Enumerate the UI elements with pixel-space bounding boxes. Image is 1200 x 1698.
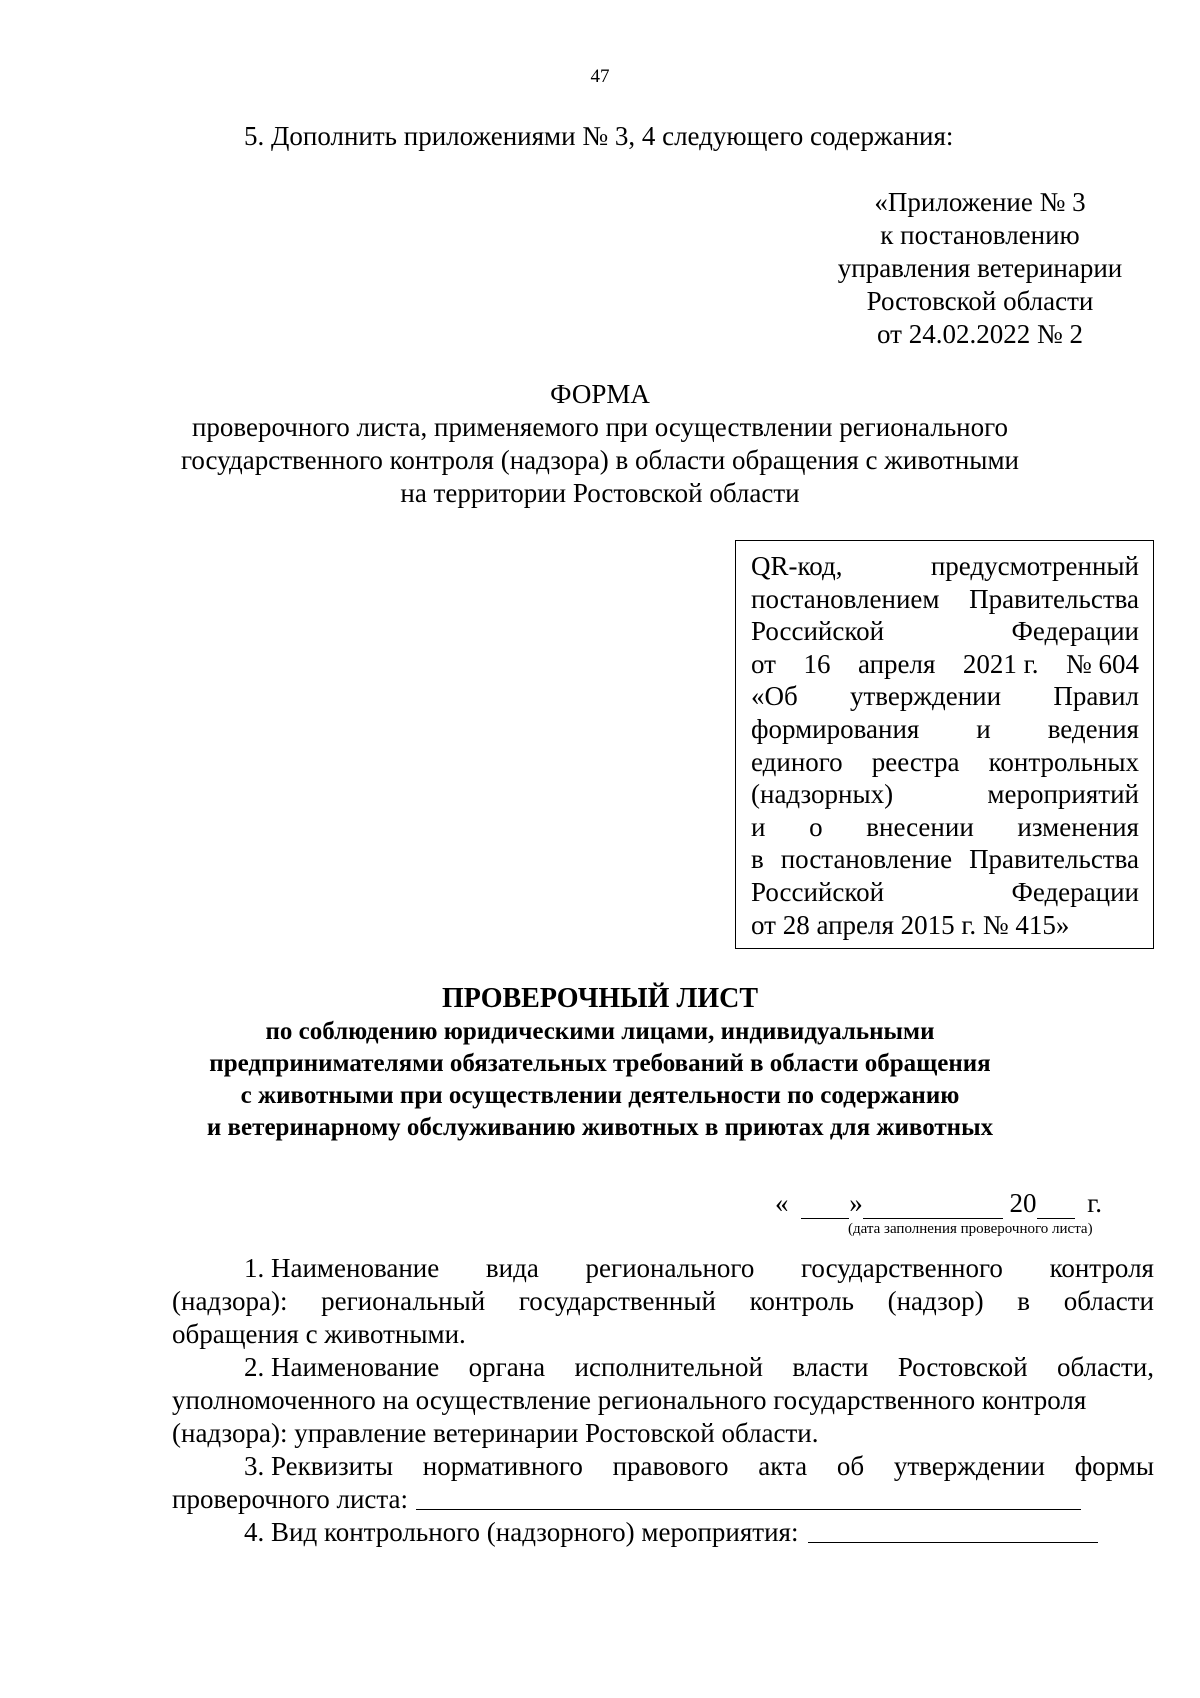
word: в [751, 844, 764, 875]
word: вида [485, 1253, 539, 1283]
word: (надзора): [172, 1286, 288, 1316]
checklist-title-line: по соблюдению юридическими лицами, индивидуальными [265, 1018, 935, 1045]
qr-note-line [751, 746, 1139, 779]
year-prefix: 20 [1009, 1188, 1037, 1218]
word: контроля [1049, 1253, 1154, 1283]
date-caption: (дата заполнения проверочного листа) [848, 1221, 1093, 1237]
item-4-blank[interactable] [808, 1516, 1098, 1543]
qr-note-line [751, 583, 1139, 616]
item-1 [172, 1252, 1154, 1351]
form-heading-line: на территории Ростовской области [400, 478, 800, 508]
word: 16 [803, 648, 831, 679]
word: постановление [780, 844, 953, 875]
checklist-title-line: с животными при осуществлении деятельности по содержанию [240, 1082, 960, 1109]
appendix-line: «Приложение № 3 [874, 187, 1086, 217]
item-4 [172, 1516, 1154, 1549]
word: акта [758, 1451, 808, 1481]
word: государственный [518, 1286, 716, 1316]
form-heading [0, 378, 1200, 510]
day-blank[interactable] [801, 1192, 849, 1219]
year-blank[interactable] [1037, 1192, 1075, 1219]
word: регионального [585, 1253, 755, 1283]
word: Правительства [969, 583, 1139, 614]
word: постановлением [751, 583, 940, 614]
word: утверждении [849, 681, 1002, 712]
word: апреля [857, 648, 936, 679]
checklist-title-line: предпринимателями обязательных требований в области обращения [209, 1050, 991, 1077]
word: Правительства [969, 844, 1139, 875]
word: нормативного [422, 1451, 583, 1481]
word: 3. Реквизиты [244, 1451, 394, 1481]
word: об [836, 1451, 865, 1481]
item-4-label: 4. Вид контрольного (надзорного) мероприятия: [244, 1517, 799, 1547]
item-2 [172, 1351, 1154, 1450]
word: области [1063, 1286, 1154, 1316]
item-3 [172, 1450, 1154, 1516]
word: контрольных [988, 746, 1139, 777]
appendix-line: управления ветеринарии [837, 253, 1123, 283]
word: власти [792, 1352, 869, 1382]
word: внесении [866, 811, 974, 842]
qr-note-line [751, 778, 1139, 811]
qr-note-line: от 28 апреля 2015 г. № 415» [751, 909, 1070, 940]
word: «Об [751, 681, 798, 712]
appendix-line: Ростовской области [866, 286, 1094, 316]
item-2-line: уполномоченного на осуществление регионального государственного контроля [172, 1385, 1087, 1415]
item-3-blank[interactable] [416, 1483, 1081, 1510]
word: Ростовской [897, 1352, 1028, 1382]
word: области, [1056, 1352, 1154, 1382]
word: правового [612, 1451, 729, 1481]
item-3-label: проверочного листа: [172, 1484, 409, 1514]
word: мероприятий [987, 779, 1139, 810]
item-2-line [172, 1351, 1154, 1384]
item-1-line: обращения с животными. [172, 1319, 466, 1349]
word: предусмотренный [930, 551, 1139, 581]
month-blank[interactable] [863, 1192, 1003, 1219]
date-close-quote: » [849, 1188, 863, 1218]
date-open-quote: « [775, 1188, 789, 1218]
word: органа [468, 1352, 546, 1382]
word: Российской [751, 876, 885, 907]
word: ведения [1047, 713, 1139, 744]
word: 2. Наименование [244, 1352, 440, 1382]
word: (надзорных) [751, 779, 894, 810]
item-2-line: (надзора): управление ветеринарии Ростовской области. [172, 1418, 819, 1448]
form-heading-line: проверочного листа, применяемого при осуществлении регионального [191, 412, 1009, 442]
word: государственного [801, 1253, 1003, 1283]
word: и [976, 713, 991, 744]
word: QR-код, [751, 551, 843, 581]
word: 1. Наименование [244, 1253, 440, 1283]
qr-code-box [735, 540, 1154, 949]
item-1-line [172, 1285, 1154, 1318]
word: Федерации [1011, 876, 1139, 907]
qr-note-line [751, 550, 1139, 583]
item-1-line [172, 1252, 1154, 1285]
item-5-text: 5. Дополнить приложениями № 3, 4 следующего содержания: [244, 121, 954, 151]
word: о [809, 811, 823, 842]
item-3-line [172, 1483, 1154, 1516]
page-number: 47 [590, 66, 610, 87]
qr-code-note [751, 550, 1139, 941]
word: исполнительной [574, 1352, 763, 1382]
qr-note-line [751, 713, 1139, 746]
word: изменения [1017, 811, 1139, 842]
appendix-line: от 24.02.2022 № 2 [877, 319, 1083, 349]
checklist-title-main: ПРОВЕРОЧНЫЙ ЛИСТ [441, 983, 758, 1014]
word: в [1017, 1286, 1031, 1316]
qr-note-line [751, 680, 1139, 713]
word: № 604 [1065, 648, 1139, 679]
qr-note-line [751, 843, 1139, 876]
checklist-title-line: и ветеринарному обслуживанию животных в приютах для животных [206, 1114, 994, 1141]
word: и [751, 811, 766, 842]
word: 2021 г. [962, 648, 1039, 679]
form-heading-line: государственного контроля (надзора) в области обращения с животными [180, 445, 1019, 475]
qr-note-line [751, 811, 1139, 844]
qr-note-line [751, 615, 1139, 648]
qr-note-line [751, 648, 1139, 681]
word: от [751, 648, 776, 679]
word: реестра [871, 746, 960, 777]
word: формирования [751, 713, 920, 744]
word: формы [1074, 1451, 1154, 1481]
fill-date-line [775, 1188, 1155, 1219]
word: Федерации [1011, 616, 1139, 647]
item-3-line [172, 1450, 1154, 1483]
year-suffix: г. [1087, 1188, 1103, 1218]
item-4-line [172, 1516, 1154, 1549]
word: контроль [749, 1286, 854, 1316]
word: утверждении [893, 1451, 1045, 1481]
word: региональный [321, 1286, 486, 1316]
word: Правил [1053, 681, 1139, 712]
word: Российской [751, 616, 885, 647]
form-heading-title: ФОРМА [550, 379, 650, 409]
word: (надзор) [887, 1286, 984, 1316]
qr-note-line [751, 876, 1139, 909]
appendix-header [790, 186, 1170, 351]
word: единого [751, 746, 843, 777]
appendix-line: к постановлению [880, 220, 1080, 250]
checklist-title [0, 982, 1200, 1144]
